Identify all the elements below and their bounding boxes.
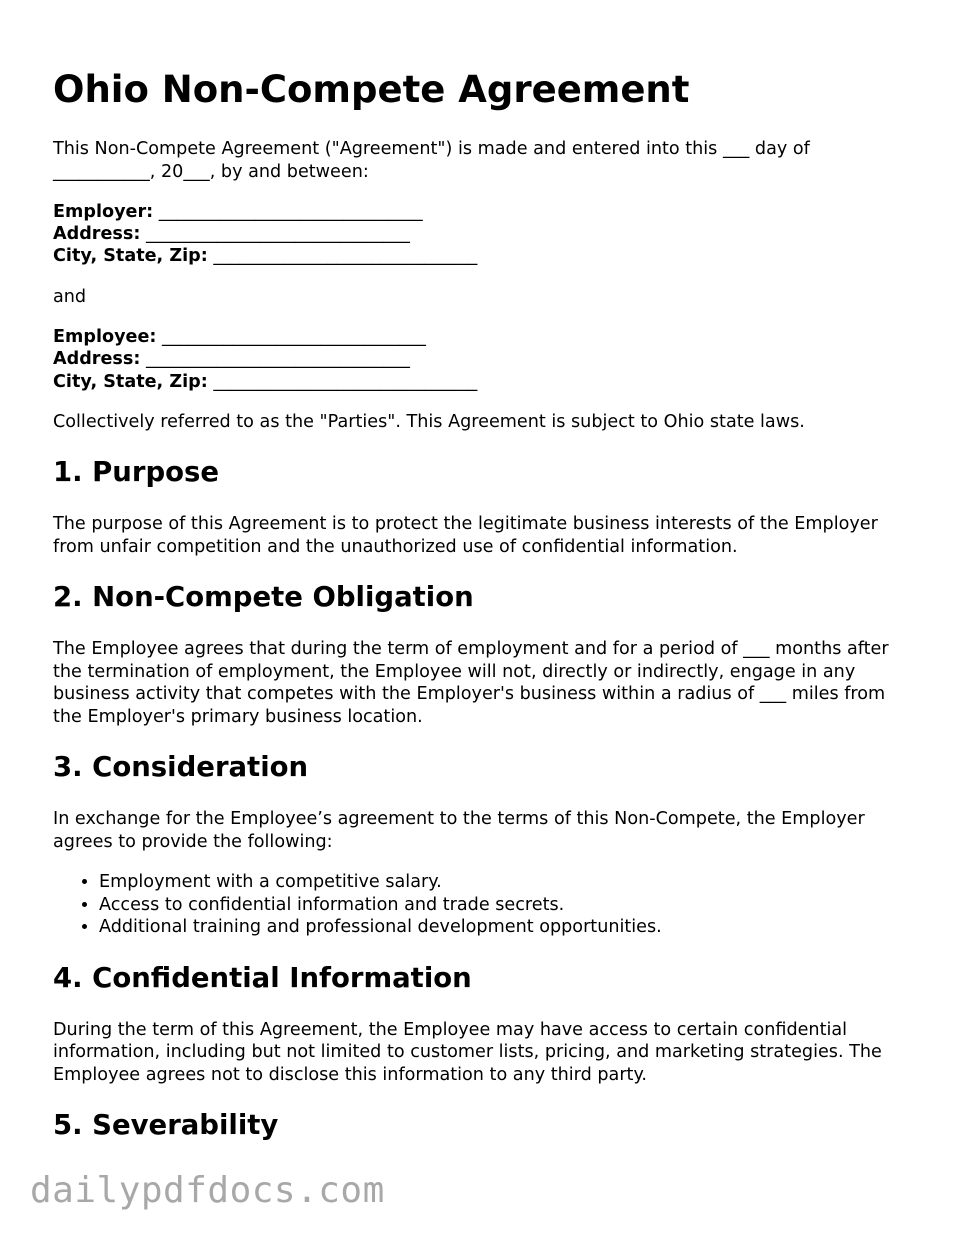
employer-label: Employer: xyxy=(53,202,154,222)
employer-address-label: Address: xyxy=(53,224,141,245)
employer-city-label: City, State, Zip: xyxy=(53,246,208,267)
employee-block xyxy=(53,326,913,393)
employer-address-blank: ______________________________ xyxy=(146,224,410,245)
section-body-purpose: The purpose of this Agreement is to protect the legitimate business interests of the Employer from unfair competition and the unauthorized use of confidential information. xyxy=(53,514,878,557)
parties-paragraph: Collectively referred to as the "Parties". This Agreement is subject to Ohio state laws. xyxy=(53,411,805,432)
employer-block xyxy=(53,201,913,268)
section-body-consideration: In exchange for the Employee’s agreement to the terms of this Non-Compete, the Employer agrees to provide the following: xyxy=(53,809,865,852)
employer-address-line xyxy=(53,223,913,245)
section-body-confidential: During the term of this Agreement, the Employee may have access to certain confidential information, including but not limited to customer lists, pricing, and marketing strategies. The Employee agrees not to disclose this information to any third party. xyxy=(53,1019,882,1085)
list-item: • Employment with a competitive salary. xyxy=(99,871,913,894)
employee-label: Employee: xyxy=(53,327,157,348)
section-heading-purpose: 1. Purpose xyxy=(53,456,220,489)
employee-address-blank: ______________________________ xyxy=(146,349,410,370)
list-item: • Additional training and professional development opportunities. xyxy=(99,916,913,939)
employee-address-label: Address: xyxy=(53,349,141,370)
and-text: and xyxy=(53,286,87,307)
watermark: dailypdfdocs.com xyxy=(30,1170,385,1211)
intro-paragraph: This Non-Compete Agreement ("Agreement") is made and entered into this ___ day of ___________, 20___, by and between: xyxy=(53,139,810,182)
section-heading-confidential: 4. Confidential Information xyxy=(53,961,472,994)
employee-city-blank: ______________________________ xyxy=(213,371,478,392)
employer-city-line xyxy=(53,245,913,267)
employee-blank: ______________________________ xyxy=(162,327,426,348)
employer-city-blank: ______________________________ xyxy=(213,246,478,267)
document-page xyxy=(53,62,913,1144)
list-item: • Access to confidential information and trade secrets. xyxy=(99,894,913,917)
section-body-non-compete: The Employee agrees that during the term of employment and for a period of ___ months after the termination of employment, the Employee will not, directly or indirectly, engage in any business activity that competes with the Employer's business within a radius of ___ miles from the Employer's primary business location. xyxy=(53,639,889,727)
consideration-list xyxy=(53,871,913,939)
employee-city-line xyxy=(53,371,913,393)
employee-city-label: City, State, Zip: xyxy=(53,371,208,392)
employee-line xyxy=(53,326,913,348)
section-heading-severability: 5. Severability xyxy=(53,1109,279,1142)
employee-address-line xyxy=(53,348,913,370)
section-heading-non-compete: 2. Non-Compete Obligation xyxy=(53,581,474,614)
employer-blank: ______________________________ xyxy=(158,202,423,222)
employer-line xyxy=(53,201,913,223)
document-title: Ohio Non-Compete Agreement xyxy=(53,68,690,111)
section-heading-consideration: 3. Consideration xyxy=(53,751,309,784)
